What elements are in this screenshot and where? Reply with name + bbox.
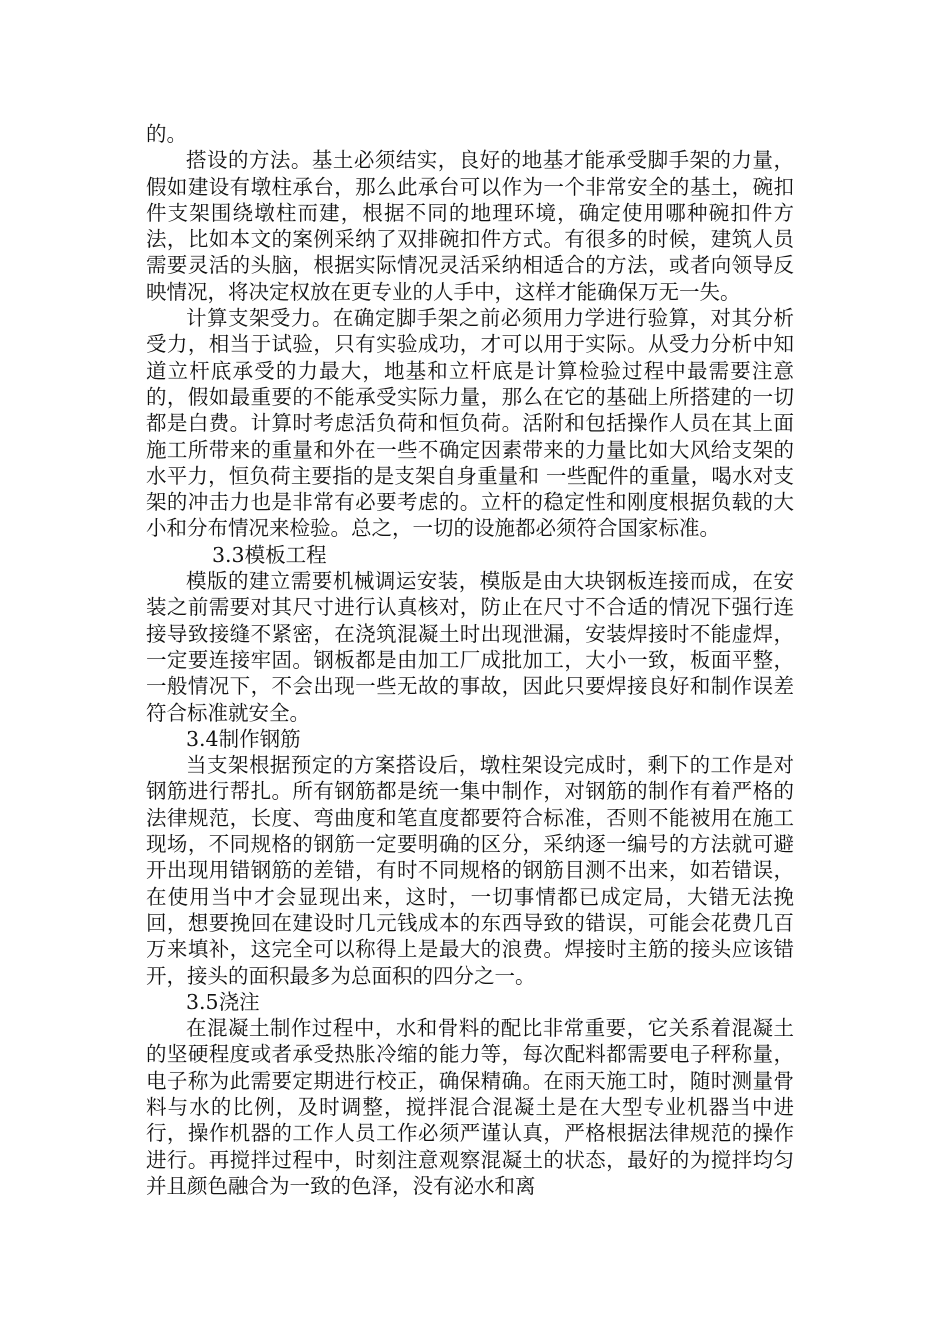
- section-heading-3-5: 3.5浇注: [186, 989, 260, 1014]
- continuation-paragraph: 的。: [146, 122, 187, 146]
- paragraph-pouring: 在混凝土制作过程中，水和骨料的配比非常重要，它关系着混凝土的坚硬程度或者承受热胀冷缩的能力等，每次配料都需要电子秤称量，电子称为此需要定期进行校正，确保精确。在雨天施工时，随时测量骨料与水的比例，及时调整，搅拌混合混凝土是在大型专业机器当中进行，操作机器的工作人员工作必须严谨认真，严格根据法律规范的操作进行。再搅拌过程中，时刻注意观察混凝土的状态，最好的为搅拌均匀并且颜色融合为一致的色泽，没有泌水和离: [146, 1016, 794, 1198]
- paragraph-formwork: 模版的建立需要机械调运安装，模版是由大块钢板连接而成，在安装之前需要对其尺寸进行认真核对，防止在尺寸不合适的情况下强行连接导致接缝不紧密，在浇筑混凝土时出现泄漏，安装焊接时不能虚焊，一定要连接牢固。钢板都是由加工厂成批加工，大小一致，板面平整，一般情况下，不会出现一些无故的事故，因此只要焊接良好和制作误差符合标准就安全。: [146, 569, 794, 725]
- section-heading-3-3: 3.3模板工程: [212, 542, 327, 567]
- paragraph-setup-method: 搭设的方法。基土必须结实，良好的地基才能承受脚手架的力量，假如建设有墩柱承台，那么此承台可以作为一个非常安全的基土，碗扣件支架围绕墩柱而建，根据不同的地理环境，确定使用哪种碗扣件方法，比如本文的案例采纳了双排碗扣件方式。有很多的时候，建筑人员需要灵活的头脑，根据实际情况灵活采纳相适合的方法，或者向领导反映情况，将决定权放在更专业的人手中，这样才能确保万无一失。: [146, 148, 794, 304]
- body-text: [146, 121, 794, 1199]
- paragraph-force-calculation: 计算支架受力。在确定脚手架之前必须用力学进行验算，对其分析受力，相当于试验，只有实验成功，才可以用于实际。从受力分析中知道立杆底承受的力最大，地基和立杆底是计算检验过程中最需要注意的，假如最重要的不能承受实际力量，那么在它的基础上所搭建的一切都是白费。计算时考虑活负荷和恒负荷。活附和包括操作人员在其上面施工所带来的重量和外在一些不确定因素带来的力量比如大风给支架的水平力，恒负荷主要指的是支架自身重量和 一些配件的重量，喝水对支架的冲击力也是非常有必要考虑的。立杆的稳定性和刚度根据负载的大小和分布情况来检验。总之，一切的设施都必须符合国家标准。: [146, 306, 794, 541]
- section-heading-3-4: 3.4制作钢筋: [186, 726, 301, 751]
- paragraph-rebar: 当支架根据预定的方案搭设后，墩柱架设完成时，剩下的工作是对钢筋进行帮扎。所有钢筋都是统一集中制作，对钢筋的制作有着严格的法律规范，长度、弯曲度和笔直度都要符合标准，否则不能被用在施工现场，不同规格的钢筋一定要明确的区分，采纳逐一编号的方法就可避开出现用错钢筋的差错，有时不同规格的钢筋目测不出来，如若错误，在使用当中才会显现出来，这时，一切事情都已成定局，大错无法挽回，想要挽回在建设时几元钱成本的东西导致的错误，可能会花费几百万来填补，这完全可以称得上是最大的浪费。焊接时主筋的接头应该错开，接头的面积最多为总面积的四分之一。: [146, 753, 794, 988]
